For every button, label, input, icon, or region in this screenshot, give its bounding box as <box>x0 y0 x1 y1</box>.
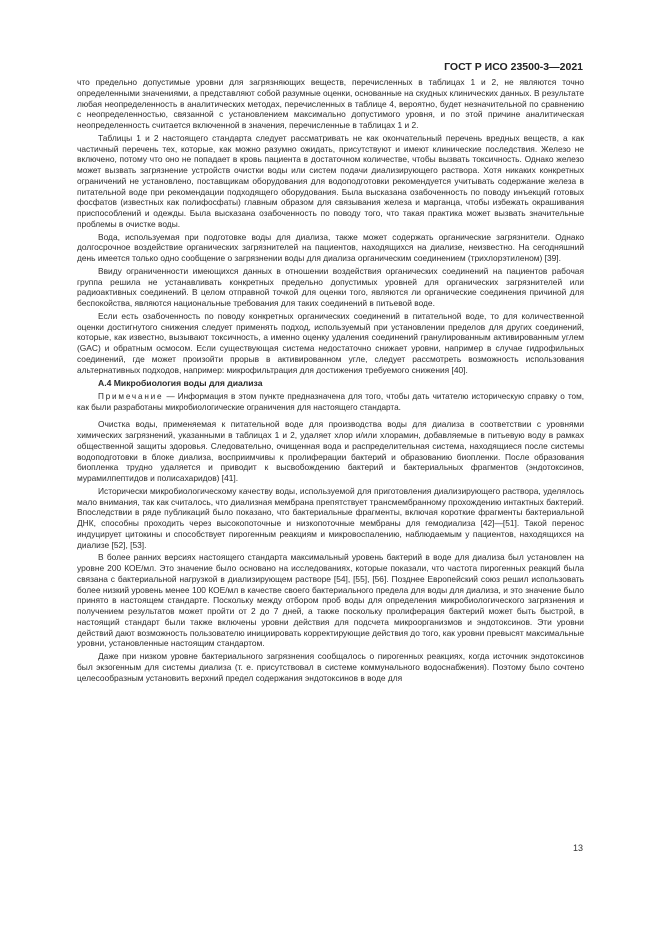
paragraph: Ввиду ограниченности имеющихся данных в отношении воздействия органических соединений на пациентов рабочая группа решила не устанавливать конкретных предельно допустимых уровней для органических загрязнителей или радиоактивных соединений. В целом отправной точкой для оценки того, являются ли органические соединения причиной для беспокойства, являются национальные требования для таких соединений в питьевой воде. <box>77 265 584 308</box>
paragraph: что предельно допустимые уровни для загрязняющих веществ, перечисленных в таблицах 1 и 2, не являются точно определенными значениями, а представляют собой разумные оценки, основанные на скудных клинических данных. В результате любая неопределенность в аналитических методах, перечисленных в таблице 4, вероятно, будет незначительной по сравнению с неопределенностью, связанной с установлением максимально допустимого уровня, и по этой причине аналитическая неопределенность считается включенной в значения, перечисленные в таблицах 1 и 2. <box>77 77 584 130</box>
paragraph: Вода, используемая при подготовке воды для диализа, также может содержать органические загрязнители. Однако долгосрочное воздействие органических загрязнителей на пациентов, находящихся на диализе, неизвестно. На сегодняшний день имеется только одно сообщение о загрязнении воды для диализа органическим соединением (трихлорэтиленом) [39]. <box>77 231 584 263</box>
paragraph: Даже при низком уровне бактериального загрязнения сообщалось о пирогенных реакциях, когда источник эндотоксинов был экзогенным для системы диализа (т. е. присутствовал в системе коммунального водоснабжения). Поэтому было сочтено целесообразным установить верхний предел содержания эндотоксинов в воде для <box>77 651 584 683</box>
paragraph: Таблицы 1 и 2 настоящего стандарта следует рассматривать не как окончательный перечень вредных веществ, а как частичный перечень тех, которые, как можно разумно ожидать, присутствуют и имеют клинические последствия. Железо не включено, потому что оно не попадает в кровь пациента в достаточном количестве, чтобы вызвать токсичность. Однако железо может вызвать загрязнение устройств очистки воды или систем подачи диализирующего раствора. Хотя никаких конкретных ограничений не установлено, поставщикам оборудования для водоподготовки рекомендуется учитывать содержание железа в питательной воде при рекомендации подходящего оборудования. Была высказана озабоченность по поводу инъекций готовых фосфатов (известных как полифосфаты) главным образом для связывания железа и марганца, чтобы избежать окрашивания приспособлений и одежды. Была высказана озабоченность по поводу того, что такая практика может вызвать значительные проблемы в очистке воды. <box>77 132 584 229</box>
paragraph: Исторически микробиологическому качеству воды, используемой для приготовления диализирующего раствора, уделялось мало внимания, так как считалось, что диализная мембрана препятствует трансмембранному прохождению интактных бактерий. Впоследствии в ряде публикаций было показано, что бактериальные фрагменты, включая короткие фрагменты бактериальной ДНК, способны проходить через высокопоточные и низкопоточные мембраны для гемодиализа [42]—[51]. Такой перенос индуцирует цитокины и способствует пирогенным реакциям и микровоспалению, наблюдаемым у пациентов, находящихся на диализе [52], [53]. <box>77 485 584 550</box>
document-body <box>77 77 584 685</box>
paragraph: Если есть озабоченность по поводу конкретных органических соединений в питательной воде, то для количественной оценки достигнутого снижения следует применять подход, используемый при установлении пределов для других соединений, которые, как известно, вызывают токсичность, а именно оценку удаления соединений гранулированным активированным углем (GAC) и обратным осмосом. Если существующая система недостаточно снижает уровни, например в случае гидрофильных соединений, где может произойти прорыв в активированном угле, следует рассмотреть возможность использования альтернативных подходов, например: микрофильтрация для достижения требуемого снижения [40]. <box>77 310 584 375</box>
paragraph: Очистка воды, применяемая к питательной воде для производства воды для диализа в соответствии с уровнями химических загрязнений, указанными в таблицах 1 и 2, удаляет хлор и/или хлорамин, добавляемые в питьевую воду в рамках общественной защиты здоровья. Следовательно, очищенная вода и распределительная система, находящиеся после системы водоподготовки в блоке диализа, восприимчивы к пролиферации бактерий и образованию биопленки. После образования биопленка трудно удаляется и приводит к высвобождению бактерий и бактериальных фрагментов (эндотоксинов, мурамилпептидов и полисахаридов) [41]. <box>77 419 584 483</box>
section-title: А.4 Микробиология воды для диализа <box>98 378 263 389</box>
note-label: Примечание <box>98 392 164 402</box>
paragraph: В более ранних версиях настоящего стандарта максимальный уровень бактерий в воде для диализа был установлен на уровне 200 КОЕ/мл. Это значение было основано на исследованиях, которые показали, что частота пирогенных реакций была связана с бактериальной нагрузкой в диализирующем растворе [54], [55], [56]. Позднее Европейский союз решил использовать более низкий уровень менее 100 КОЕ/мл в качестве своего бактериального предела для воды для диализа, и это значение было принято в настоящем стандарте. Поскольку между отбором проб воды для определения микробиологического загрязнения и получением результатов может пройти от 2 до 7 дней, а также поскольку пролиферация бактерий может быть быстрой, в настоящий стандарт были также включены уровни действия для подсчета микроорганизмов и эндотоксинов. Эти уровни действий дают возможность пользователю инициировать корректирующие действия до того, как уровни превысят максимальные уровни, установленные настоящим стандартом. <box>77 552 584 649</box>
document-id-header: ГОСТ Р ИСО 23500-3—2021 <box>444 61 583 73</box>
note <box>77 392 584 413</box>
note-text: — Информация в этом пункте предназначена для того, чтобы дать читателю историческую справку о том, как были разработаны микробиологические ограничения для настоящего стандарта. <box>77 392 584 412</box>
page-number: 13 <box>572 843 583 853</box>
